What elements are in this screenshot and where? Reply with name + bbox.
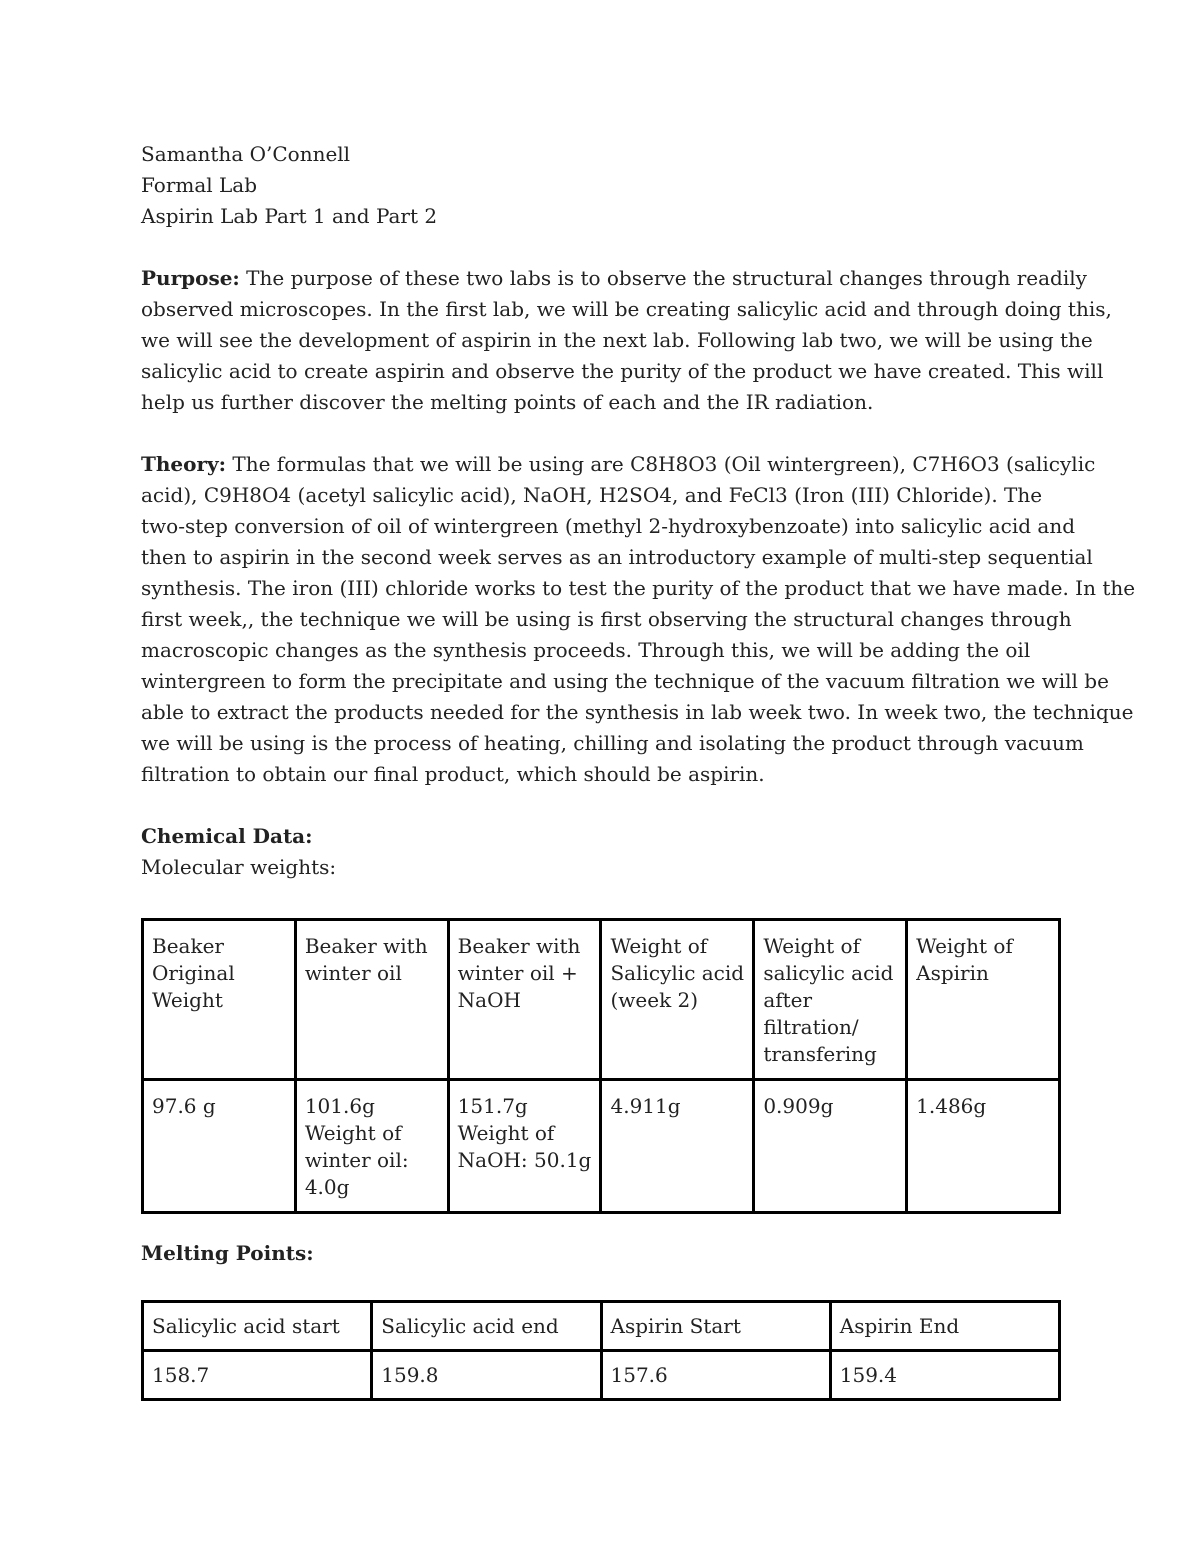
chemical-data-heading: Chemical Data: [141,824,313,848]
purpose-line: observed microscopes. In the first lab, we will be creating salicylic acid and through doing this, [141,297,1112,321]
cell-text: NaOH [457,988,521,1012]
cell-text: NaOH: 50.1g [457,1148,592,1172]
table-row [143,1080,1060,1213]
theory-line: wintergreen to form the precipitate and using the technique of the vacuum filtration we will be [141,669,1109,693]
document-header [141,139,1066,232]
table-header-cell: Aspirin Start [601,1302,830,1351]
cell-text: Salicylic acid [610,961,745,985]
table-cell [601,1080,754,1213]
table-header-row [143,920,1060,1080]
melting-points-table [141,1300,1061,1401]
cell-text: 4.911g [610,1094,681,1118]
theory-line: able to extract the products needed for the synthesis in lab week two. In week two, the technique [141,700,1134,724]
purpose-label: Purpose: [141,266,240,290]
cell-text: filtration/ [763,1015,859,1039]
cell-text: (week 2) [610,988,699,1012]
purpose-line: The purpose of these two labs is to observe the structural changes through readily [246,266,1087,290]
melting-points-heading: Melting Points: [141,1241,314,1265]
melting-points-section [141,1238,314,1269]
table-header-cell: Aspirin End [830,1302,1059,1351]
cell-text: Aspirin [916,961,989,985]
cell-text: winter oil: [304,1148,409,1172]
cell-text: 0.909g [763,1094,834,1118]
cell-text: transfering [763,1042,877,1066]
cell-text: 97.6 g [152,1094,216,1118]
table-cell [143,1080,296,1213]
purpose-line: help us further discover the melting points of each and the IR radiation. [141,390,874,414]
theory-line: synthesis. The iron (III) chloride works to test the purity of the product that we have made. In the [141,576,1136,600]
molecular-weights-subheading: Molecular weights: [141,855,337,879]
table-cell: 159.8 [372,1351,601,1400]
theory-line: acid), C9H8O4 (acetyl salicylic acid), NaOH, H2SO4, and FeCl3 (Iron (III) Chloride). The [141,483,1043,507]
theory-line: first week,, the technique we will be using is first observing the structural changes through [141,607,1072,631]
cell-text: Weight [152,988,223,1012]
table-cell [448,1080,601,1213]
table-cell: 158.7 [143,1351,372,1400]
chemical-data-section [141,821,1066,883]
cell-text: Weight of [304,1121,402,1145]
purpose-line: we will see the development of aspirin in the next lab. Following lab two, we will be using the [141,328,1093,352]
table-header-cell [448,920,601,1080]
table-header-cell [601,920,754,1080]
cell-text: Weight of [457,1121,555,1145]
table-row [143,1351,1060,1400]
report-type: Formal Lab [141,173,258,197]
cell-text: 151.7g [457,1094,528,1118]
table-header-cell [295,920,448,1080]
table-cell [907,1080,1060,1213]
document-page [141,139,1136,1387]
theory-line: filtration to obtain our final product, which should be aspirin. [141,762,765,786]
table-header-cell [143,920,296,1080]
purpose-section [141,263,1112,418]
cell-text: Weight of [763,934,860,958]
table-cell: 157.6 [601,1351,830,1400]
author-name: Samantha O’Connell [141,142,351,166]
cell-text: Original [152,961,235,985]
cell-text: Weight of [610,934,708,958]
cell-text: Weight of [916,934,1013,958]
cell-text: 101.6g [304,1094,375,1118]
cell-text: winter oil + [457,961,578,985]
cell-text: 4.0g [304,1175,350,1199]
theory-label: Theory: [141,452,227,476]
theory-line: macroscopic changes as the synthesis proceeds. Through this, we will be adding the oil [141,638,1031,662]
theory-line: we will be using is the process of heating, chilling and isolating the product through vacuum [141,731,1084,755]
table-cell [754,1080,907,1213]
cell-text: salicylic acid [763,961,894,985]
theory-line: The formulas that we will be using are C8H8O3 (Oil wintergreen), C7H6O3 (salicylic [232,452,1096,476]
cell-text: 1.486g [916,1094,987,1118]
cell-text: Beaker with [457,934,581,958]
table-header-cell [754,920,907,1080]
theory-line: then to aspirin in the second week serves as an introductory example of multi-step sequential [141,545,1093,569]
weights-table [141,918,1061,1214]
purpose-line: salicylic acid to create aspirin and observe the purity of the product we have created. This will [141,359,1104,383]
table-header-cell [907,920,1060,1080]
table-header-row [143,1302,1060,1351]
lab-title: Aspirin Lab Part 1 and Part 2 [141,204,438,228]
cell-text: Beaker [152,934,224,958]
cell-text: after [763,988,813,1012]
theory-line: two-step conversion of oil of wintergreen (methyl 2-hydroxybenzoate) into salicylic acid and [141,514,1076,538]
table-header-cell: Salicylic acid start [143,1302,372,1351]
cell-text: winter oil [304,961,402,985]
cell-text: Beaker with [304,934,428,958]
table-cell [295,1080,448,1213]
theory-section [141,449,1136,790]
table-header-cell: Salicylic acid end [372,1302,601,1351]
table-cell: 159.4 [830,1351,1059,1400]
